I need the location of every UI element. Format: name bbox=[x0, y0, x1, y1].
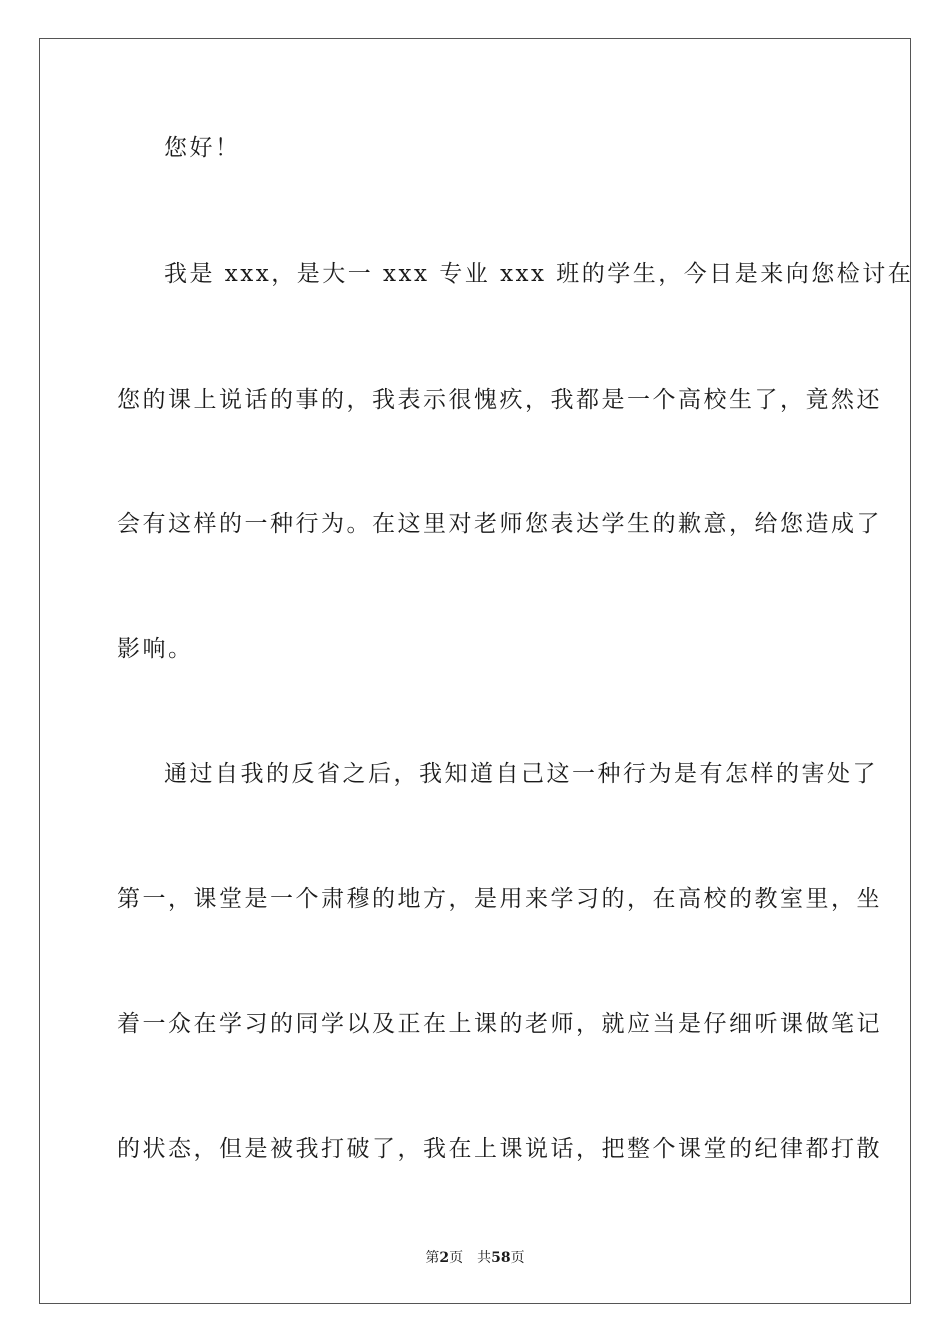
paragraph-2-line-2: 第一，课堂是一个肃穆的地方，是用来学习的，在高校的教室里，坐 bbox=[117, 886, 882, 912]
footer-page-number: 2 bbox=[439, 1250, 450, 1266]
footer-page-suffix: 页 bbox=[449, 1250, 464, 1266]
footer-page-prefix: 第 bbox=[425, 1250, 440, 1266]
paragraph-1-line-2: 您的课上说话的事的，我表示很愧疚，我都是一个高校生了，竟然还 bbox=[117, 387, 882, 413]
footer-total-prefix: 共 bbox=[477, 1250, 492, 1266]
paragraph-2-line-3: 着一众在学习的同学以及正在上课的老师，就应当是仔细听课做笔记 bbox=[117, 1011, 882, 1037]
page-footer bbox=[0, 1247, 950, 1267]
footer-total-pages: 58 bbox=[491, 1250, 511, 1266]
greeting-line: 您好！ bbox=[164, 135, 241, 161]
paragraph-1-line-3: 会有这样的一种行为。在这里对老师您表达学生的歉意，给您造成了 bbox=[117, 511, 882, 537]
page-border bbox=[39, 38, 914, 1304]
paragraph-2-line-4: 的状态，但是被我打破了，我在上课说话，把整个课堂的纪律都打散 bbox=[117, 1136, 882, 1162]
footer-total-suffix: 页 bbox=[510, 1250, 525, 1266]
paragraph-1-line-1: 我是 xxx，是大一 xxx 专业 xxx 班的学生，今日是来向您检讨在 bbox=[164, 261, 914, 287]
paragraph-1-line-4: 影响。 bbox=[117, 636, 194, 662]
paragraph-2-line-1: 通过自我的反省之后，我知道自己这一种行为是有怎样的害处了 bbox=[164, 761, 878, 787]
